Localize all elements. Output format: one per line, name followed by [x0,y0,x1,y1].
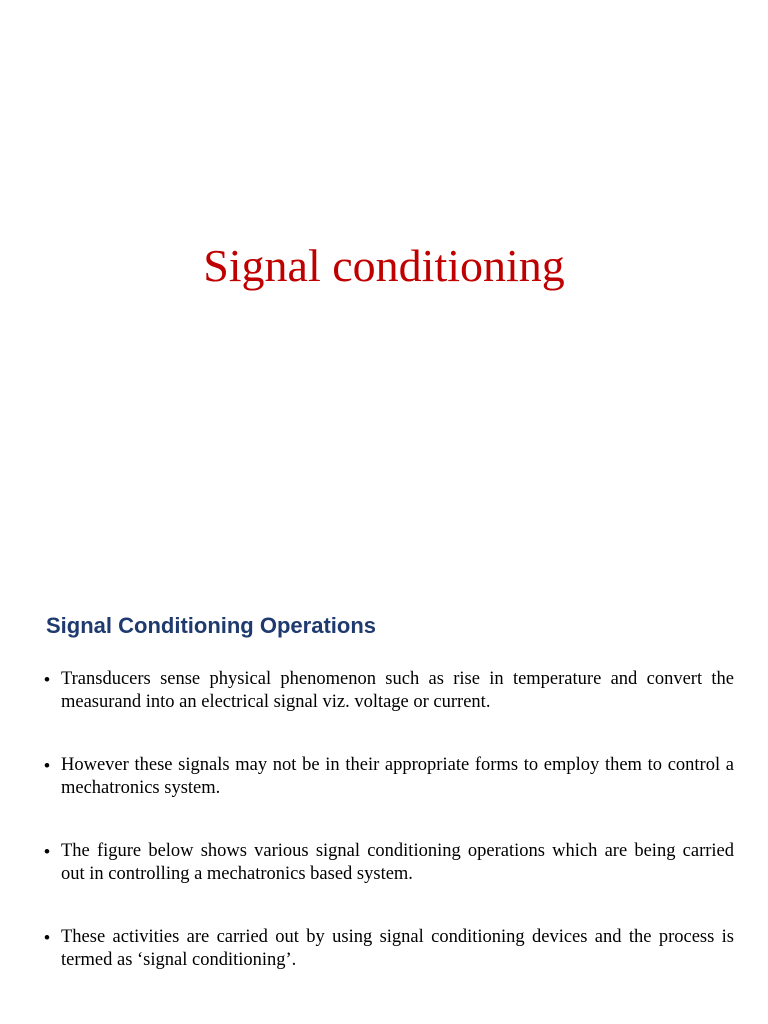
bullet-list [44,668,734,1012]
section-heading: Signal Conditioning Operations [46,613,376,638]
bullet-item-signal-forms: • However these signals may not be in their appropriate forms to employ them to control a mechatronics system. [44,754,734,800]
bullet-item-figure-description: • The figure below shows various signal conditioning operations which are being carried out in controlling a mechatronics based system. [44,840,734,886]
content-slide [0,576,768,1024]
slide-title: Signal conditioning [203,240,565,291]
bullet-item-signal-conditioning-process: • These activities are carried out by using signal conditioning devices and the process is termed as ‘signal conditioning’. [44,926,734,972]
bullet-item-transducers: • Transducers sense physical phenomenon such as rise in temperature and convert the measurand into an electrical signal viz. voltage or current. [44,668,734,714]
